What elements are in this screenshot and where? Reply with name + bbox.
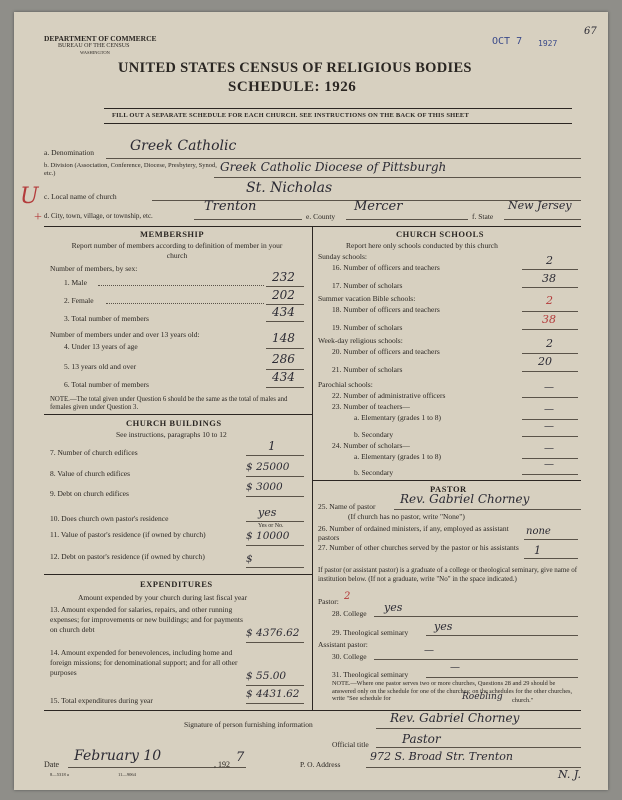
q23a-value: — (544, 404, 554, 415)
state-label: f. State (472, 212, 494, 221)
q13-running-expenses-value: $ 4376.62 (246, 627, 300, 639)
official-title-label: Official title (332, 740, 369, 749)
q25-pastor-name-value: Rev. Gabriel Chorney (400, 492, 530, 506)
buildings-intro: See instructions, paragraphs 10 to 12 (116, 430, 227, 439)
yes-or-no-hint: Yes or No. (258, 523, 284, 529)
pastor-note-end: church." (512, 697, 534, 704)
q24a-label: a. Elementary (grades 1 to 8) (354, 452, 442, 461)
date-value: February 10 (74, 748, 162, 764)
membership-note: NOTE.—The total given under Question 6 should be the same as the total of males and females given under Question 3. (50, 396, 288, 411)
census-schedule-sheet (14, 12, 608, 790)
pastor-note-value: Roebling (462, 692, 503, 702)
county-label: e. County (306, 212, 336, 221)
margin-mark-plus: + (34, 210, 42, 225)
sunday-schools-label: Sunday schools: (318, 252, 367, 261)
q5-over-13-value: 286 (272, 352, 295, 366)
bureau-name: BUREAU OF THE CENSUS (58, 43, 130, 49)
weekday-schools-label: Week-day religious schools: (318, 336, 403, 345)
year-value: 7 (236, 750, 245, 765)
q24a-value: — (544, 443, 554, 454)
state-value: New Jersey (508, 199, 572, 212)
q30-value: — (424, 645, 434, 656)
pastor-red-mark: 2 (344, 591, 351, 602)
q22-label: 22. Number of administrative officers (332, 391, 446, 400)
q3-total-value: 434 (272, 305, 295, 319)
buildings-title: CHURCH BUILDINGS (126, 418, 222, 428)
bureau-city: WASHINGTON (80, 50, 110, 55)
division-value: Greek Catholic Diocese of Pittsburgh (220, 160, 447, 174)
received-stamp-date: OCT 7 (492, 36, 523, 47)
q8-label: 8. Value of church edifices (50, 469, 131, 478)
parochial-schools-label: Parochial schools: (318, 380, 373, 389)
pastor-title: PASTOR (430, 484, 467, 494)
q23b-label: b. Secondary (354, 430, 394, 439)
q7-label: 7. Number of church edifices (50, 448, 138, 457)
q12-residence-debt-value: $ (246, 553, 253, 565)
q5-label: 5. 13 years old and over (64, 362, 137, 371)
schools-title: CHURCH SCHOOLS (396, 229, 484, 239)
q17-value: 38 (542, 272, 556, 285)
q23a-label: a. Elementary (grades 1 to 8) (354, 413, 442, 422)
q8-value-amount: $ 25000 (246, 461, 290, 473)
po-address-value-2: N. J. (558, 768, 581, 781)
q9-label: 9. Debt on church edifices (50, 489, 129, 498)
expenditures-title: EXPENDITURES (140, 579, 213, 589)
official-title-value: Pastor (402, 732, 441, 746)
q15-total-value: $ 4431.62 (246, 688, 300, 700)
q7-edifices-value: 1 (268, 439, 276, 453)
q4-under-13-value: 148 (272, 331, 295, 345)
graduate-note: If pastor (or assistant pastor) is a graduate of a college or theological seminary, give name of institution below. (If not a graduate, write "No" in the space indicated.) (318, 566, 578, 583)
q25-label: 25. Name of pastor (318, 502, 376, 511)
form-number-2: 11—9064 (118, 772, 136, 777)
q31-value: — (450, 662, 460, 673)
q26-assistants-value: none (526, 526, 551, 537)
q22-value: — (544, 382, 554, 393)
q12-label: 12. Debt on pastor's residence (if owned by church) (50, 552, 205, 561)
q24b-value: — (544, 459, 554, 470)
q16-value: 2 (546, 254, 553, 267)
signature-label: Signature of person furnishing information (184, 720, 313, 729)
q6-total-value: 434 (272, 370, 295, 384)
denomination-value: Greek Catholic (130, 138, 237, 154)
q21-value: 20 (538, 355, 552, 368)
po-address-value: 972 S. Broad Str. Trenton (370, 750, 514, 763)
year-prefix: , 192 (214, 760, 230, 769)
q30-label: 30. College (332, 652, 367, 661)
q31-label: 31. Theological seminary (332, 670, 409, 679)
po-address-label: P. O. Address (300, 760, 341, 769)
county-value: Mercer (354, 199, 403, 214)
form-instruction: FILL OUT A SEPARATE SCHEDULE FOR EACH CHURCH. SEE INSTRUCTIONS ON THE BACK OF THIS SHEET (112, 112, 470, 119)
q24b-label: b. Secondary (354, 468, 394, 477)
form-number: 8—5318 a (50, 772, 69, 777)
form-title: UNITED STATES CENSUS OF RELIGIOUS BODIES (118, 60, 472, 76)
q17-label: 17. Number of scholars (332, 281, 403, 290)
q15-label: 15. Total expenditures during year (50, 696, 153, 705)
q9-debt-amount: $ 3000 (246, 481, 283, 493)
local-name-value: St. Nicholas (246, 180, 333, 196)
q10-owns-residence-value: yes (258, 506, 277, 519)
signature-value: Rev. Gabriel Chorney (390, 711, 520, 725)
q26-label: 26. Number of ordained ministers, if any, employed as assistant pastors (318, 524, 509, 542)
received-stamp-year: 1927 (538, 39, 558, 48)
q1-male-value: 232 (272, 270, 295, 284)
q23b-value: — (544, 421, 554, 432)
schools-intro: Report here only schools conducted by this church (346, 241, 498, 250)
q11-label: 11. Value of pastor's residence (if owned by church) (50, 530, 206, 539)
q27-label: 27. Number of other churches served by the pastor or his assistants (318, 543, 519, 552)
pastor-note: NOTE.—Where one pastor serves two or more churches, Questions 28 and 29 should be answered only on the schedule for one of the churches; on the schedules for the other churches, write "See schedule for (332, 680, 573, 702)
q18-value: 2 (546, 294, 553, 307)
q28-college-value: yes (384, 601, 403, 614)
q16-label: 16. Number of officers and teachers (332, 263, 440, 272)
q20-label: 20. Number of officers and teachers (332, 347, 440, 356)
q4-label: 4. Under 13 years of age (64, 342, 138, 351)
q6-label: 6. Total number of members (64, 380, 149, 389)
q23-label: 23. Number of teachers— (332, 402, 410, 411)
q3-label: 3. Total number of members (64, 314, 149, 323)
q2-label: 2. Female (64, 296, 94, 305)
q14-benevolences-value: $ 55.00 (246, 670, 287, 682)
membership-by-sex-label: Number of members, by sex: (50, 264, 138, 273)
q28-label: 28. College (332, 609, 367, 618)
membership-intro: Report number of members according to definition of member in your church (71, 241, 283, 260)
department-name: DEPARTMENT OF COMMERCE (44, 34, 157, 43)
q19-label: 19. Number of scholars (332, 323, 403, 332)
q19-value: 38 (542, 313, 556, 326)
membership-title: MEMBERSHIP (140, 229, 205, 239)
q29-seminary-value: yes (434, 620, 453, 633)
q21-label: 21. Number of scholars (332, 365, 403, 374)
denomination-label: a. Denomination (44, 148, 94, 157)
city-label: d. City, town, village, or township, etc. (44, 212, 153, 220)
q10-label: 10. Does church own pastor's residence (50, 514, 169, 523)
q27-other-churches-value: 1 (534, 544, 541, 557)
local-name-label: c. Local name of church (44, 192, 117, 201)
membership-by-age-label: Number of members under and over 13 years old: (50, 330, 200, 339)
pastor-subheading: Pastor: (318, 597, 339, 606)
page-number: 67 (584, 26, 597, 37)
q13-label: 13. Amount expended for salaries, repairs, and other running expenses; for improvements or new buildings; and for payments on church debt (50, 605, 243, 634)
form-subtitle: SCHEDULE: 1926 (228, 79, 357, 95)
expenditures-intro: Amount expended by your church during last fiscal year (78, 593, 248, 602)
division-label: b. Division (Association, Conference, Diocese, Presbytery, Synod, etc.) (44, 162, 217, 177)
q18-label: 18. Number of officers and teachers (332, 305, 440, 314)
q20-value: 2 (546, 337, 553, 350)
city-value: Trenton (204, 199, 257, 214)
q11-residence-value: $ 10000 (246, 530, 290, 542)
q1-label: 1. Male (64, 278, 87, 287)
q2-female-value: 202 (272, 288, 295, 302)
q29-label: 29. Theological seminary (332, 628, 409, 637)
q25-note: (If church has no pastor, write "None") (348, 512, 465, 521)
q24-label: 24. Number of scholars— (332, 441, 410, 450)
q14-label: 14. Amount expended for benevolences, including home and foreign missions; for denominational support; and for all other purposes (50, 648, 238, 677)
summer-schools-label: Summer vacation Bible schools: (318, 294, 416, 303)
assistant-pastor-subheading: Assistant pastor: (318, 640, 368, 649)
margin-mark-u: U (20, 184, 39, 209)
date-label: Date (44, 760, 60, 769)
